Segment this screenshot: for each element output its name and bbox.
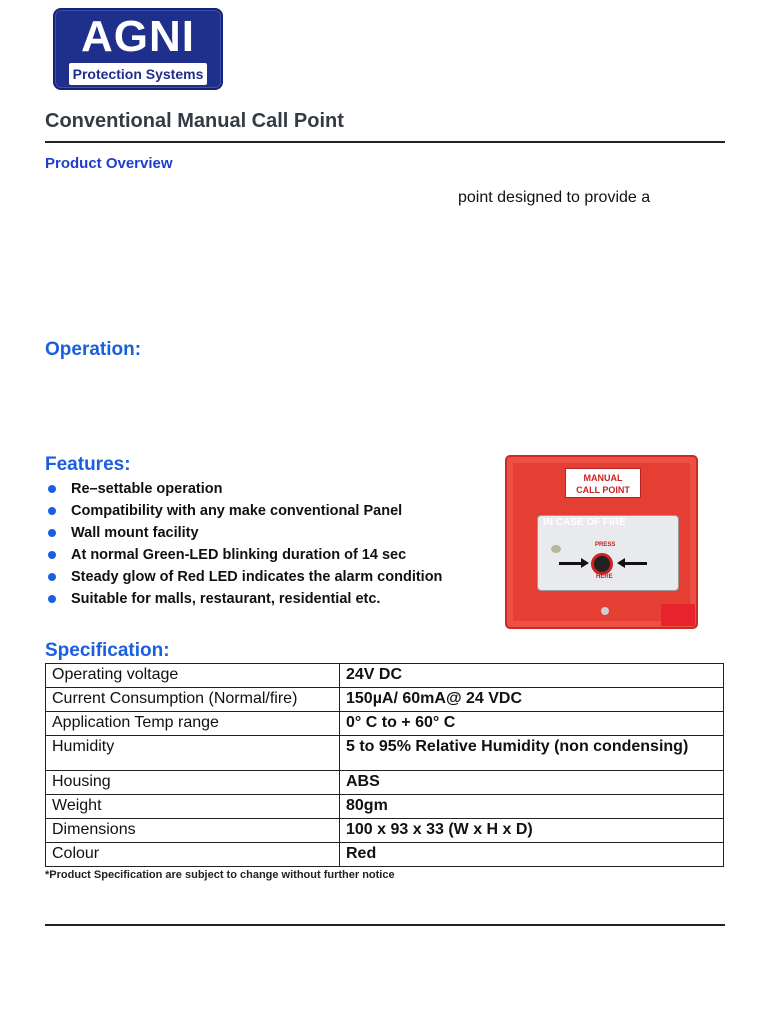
- manual-call-point-image: [505, 455, 698, 629]
- arrow-left-icon: [623, 562, 647, 565]
- feature-text: Steady glow of Red LED indicates the alarm condition: [71, 569, 443, 585]
- spec-key: Colour: [46, 843, 340, 867]
- spec-value: 5 to 95% Relative Humidity (non condensing): [340, 736, 724, 771]
- feature-text: Re–settable operation: [71, 481, 223, 497]
- bullet-icon: [48, 485, 56, 493]
- spec-value: 150µA/ 60mA@ 24 VDC: [340, 688, 724, 712]
- table-row: [46, 843, 724, 867]
- device-label: [565, 468, 641, 498]
- features-heading: Features:: [45, 454, 131, 475]
- spec-value: 100 x 93 x 33 (W x H x D): [340, 819, 724, 843]
- table-row: [46, 819, 724, 843]
- feature-item: [45, 544, 442, 566]
- feature-item: [45, 478, 442, 500]
- arrow-right-icon: [559, 562, 583, 565]
- table-row: [46, 795, 724, 819]
- spec-value: 0° C to + 60° C: [340, 712, 724, 736]
- operation-heading: Operation:: [45, 339, 142, 360]
- feature-text: Wall mount facility: [71, 525, 199, 541]
- spec-key: Application Temp range: [46, 712, 340, 736]
- spec-key: Weight: [46, 795, 340, 819]
- device-label-line1: MANUAL: [583, 473, 623, 483]
- feature-item: [45, 522, 442, 544]
- device-tab: [661, 604, 695, 626]
- screw-icon: [601, 607, 609, 615]
- specification-note: *Product Specification are subject to change without further notice: [45, 869, 395, 881]
- table-row: [46, 712, 724, 736]
- press-text: PRESS: [595, 542, 616, 548]
- feature-text: At normal Green-LED blinking duration of 14 sec: [71, 547, 407, 563]
- overview-text-fragment: point designed to provide a: [458, 189, 651, 206]
- bullet-icon: [48, 595, 56, 603]
- led-indicator: [551, 545, 561, 553]
- here-text: HERE: [596, 574, 613, 580]
- feature-item: [45, 588, 442, 610]
- feature-item: [45, 500, 442, 522]
- spec-key: Operating voltage: [46, 664, 340, 688]
- specification-heading: Specification:: [45, 640, 170, 661]
- table-row: [46, 664, 724, 688]
- logo-wordmark: AGNI: [81, 12, 195, 61]
- table-row: [46, 688, 724, 712]
- specification-table: [45, 663, 724, 867]
- spec-value: 80gm: [340, 795, 724, 819]
- spec-key: Humidity: [46, 736, 340, 771]
- features-list: [45, 478, 442, 610]
- spec-value: ABS: [340, 771, 724, 795]
- feature-text: Compatibility with any make conventional Panel: [71, 503, 403, 519]
- spec-key: Housing: [46, 771, 340, 795]
- feature-text: Suitable for malls, restaurant, residential etc.: [71, 591, 381, 607]
- bullet-icon: [48, 551, 56, 559]
- fire-instruction-text: IN CASE OF FIRE: [543, 517, 626, 528]
- bottom-divider: [45, 924, 725, 926]
- spec-value: 24V DC: [340, 664, 724, 688]
- company-logo: [53, 8, 223, 90]
- device-label-line2: CALL POINT: [576, 485, 630, 495]
- bullet-icon: [48, 573, 56, 581]
- page-title: Conventional Manual Call Point: [45, 110, 344, 132]
- table-row: [46, 771, 724, 795]
- product-overview-heading: Product Overview: [45, 155, 173, 172]
- bullet-icon: [48, 529, 56, 537]
- spec-value: Red: [340, 843, 724, 867]
- logo-subtitle: Protection Systems: [69, 63, 207, 85]
- spec-key: Dimensions: [46, 819, 340, 843]
- spec-key: Current Consumption (Normal/fire): [46, 688, 340, 712]
- top-divider: [45, 141, 725, 143]
- bullet-icon: [48, 507, 56, 515]
- press-button-icon: [591, 553, 613, 575]
- feature-item: [45, 566, 442, 588]
- table-row: [46, 736, 724, 771]
